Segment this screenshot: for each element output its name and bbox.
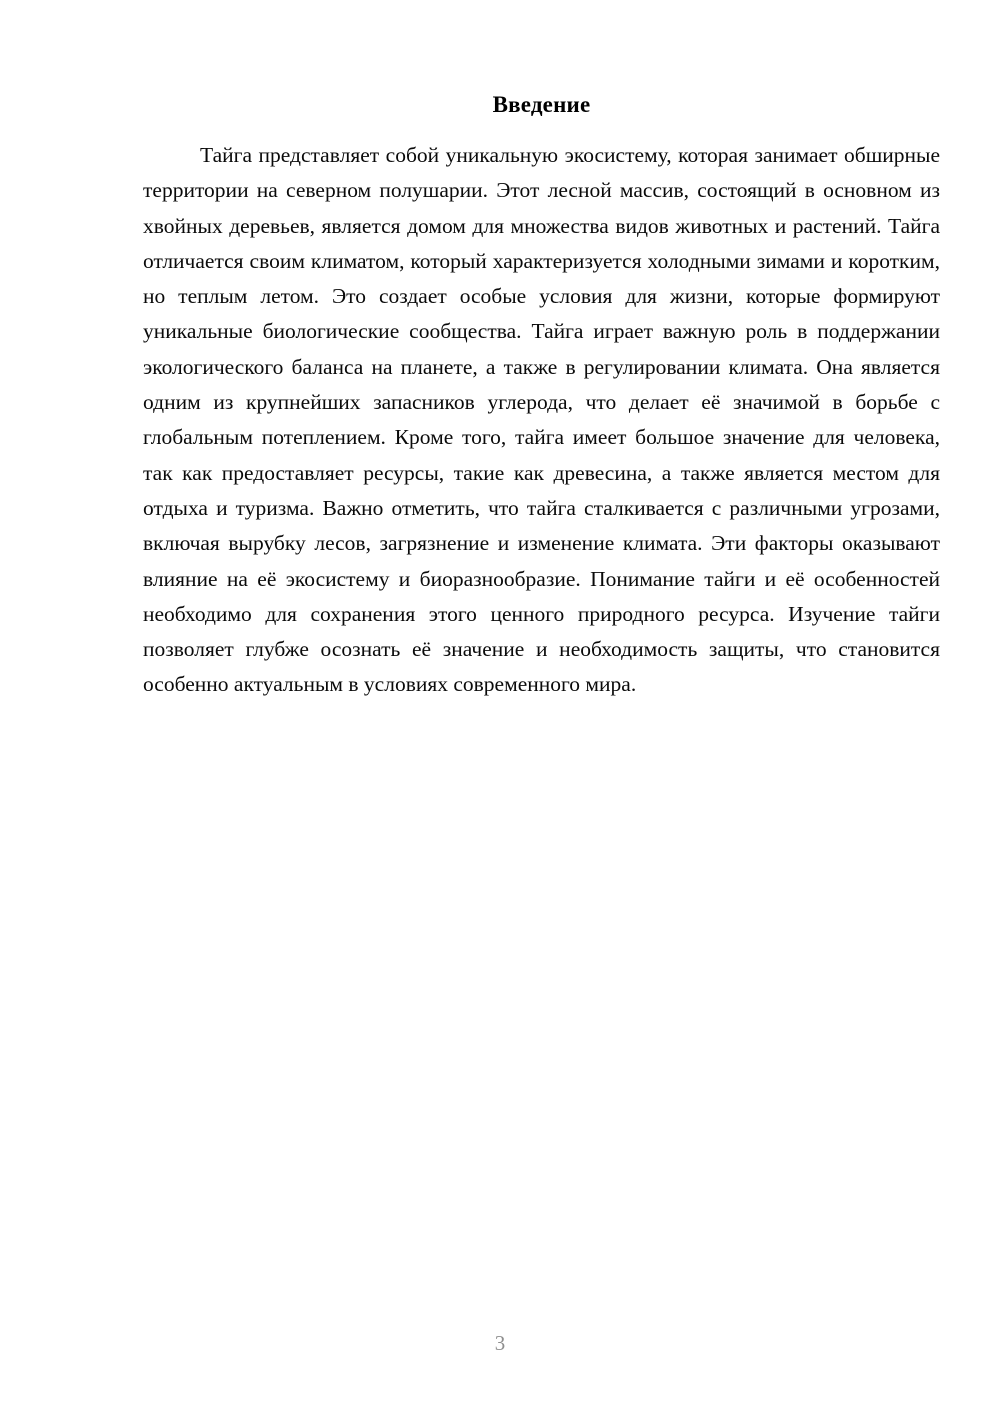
section-heading-introduction: Введение (492, 92, 591, 117)
introduction-body-paragraph: Тайга представляет собой уникальную экосистему, которая занимает обширные территории на северном полушарии. Этот лесной массив, состоящий в основном из хвойных деревьев, является домом для множества видов животных и растений. Тайга отличается своим климатом, который характеризуется холодными зимами и коротким, но теплым летом. Это создает особые условия для жизни, которые формируют уникальные биологические сообщества. Тайга играет важную роль в поддержании экологического баланса на планете, а также в регулировании климата. Она является одним из крупнейших запасников углерода, что делает её значимой в борьбе с глобальным потеплением. Кроме того, тайга имеет большое значение для человека, так как предоставляет ресурсы, такие как древесина, а также является местом для отдыха и туризма. Важно отметить, что тайга сталкивается с различными угрозами, включая вырубку лесов, загрязнение и изменение климата. Эти факторы оказывают влияние на её экосистему и биоразнообразие. Понимание тайги и её особенностей необходимо для сохранения этого ценного природного ресурса. Изучение тайги позволяет глубже осознать её значение и необходимость защиты, что становится особенно актуальным в условиях современного мира. (143, 143, 940, 697)
page-number: 3 (494, 1331, 506, 1355)
